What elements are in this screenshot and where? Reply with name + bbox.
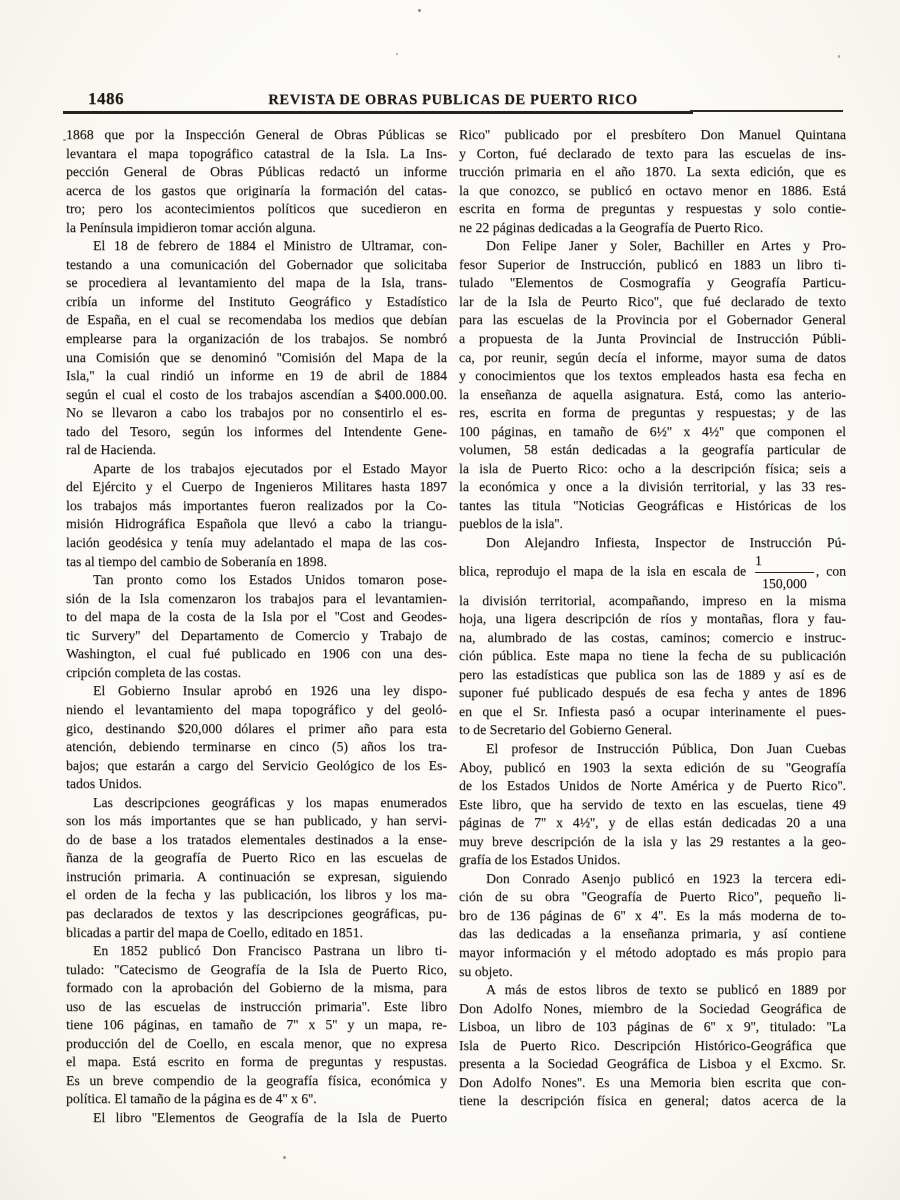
paragraph (459, 740, 846, 870)
text-line: la enseñanza de aquella asignatura. Está, como las anterio- (459, 386, 846, 402)
text-line: el orden de la fecha y las publicación, los libros y los ma- (66, 887, 447, 903)
text-line: tas al tiempo del cambio de Soberanía en 1898. (66, 553, 327, 569)
fraction-denominator: 150,000 (755, 572, 814, 592)
paragraph (459, 534, 846, 740)
text-line: No se llevaron a cabo los trabajos por no consentirlo el es- (66, 405, 447, 421)
text-line: lar de la Isla de Peurto Rico'', que fué declarado de texto (459, 293, 846, 309)
text-line: la económica y once a la división territorial, y las 33 res- (459, 479, 846, 495)
text-line: presenta a la Sociedad Geográfica de Lisboa y el Excmo. Sr. (459, 1056, 846, 1072)
header-rule (63, 111, 693, 114)
text-line: se procediera al levantamiento del mapa de la Isla, trans- (66, 275, 447, 291)
text-line: producción del de Coello, en escala menor, que no expresa (66, 1035, 447, 1051)
fraction-line-pre: blica, reprodujo el mapa de la isla en escala de (459, 563, 753, 579)
paragraph (66, 237, 447, 460)
paragraph (459, 237, 846, 534)
text-line: emplearse para la organización de los trabajos. Se nombró (66, 331, 447, 347)
text-line: la que conozco, se publicó en octavo menor en 1886. Está (459, 182, 846, 198)
text-line: Isla de Puerto Rico. Descripción Histórico-Geográfica que (459, 1037, 846, 1053)
text-line: son los más importantes que se han publicado, y han servi- (66, 813, 447, 829)
text-line: ral de Hacienda. (66, 442, 157, 458)
text-line: trucción primaria en el año 1870. La sexta edición, que es (459, 164, 846, 180)
text-line: bajos; que estarán a cargo del Servicio Geológico de los Es- (66, 757, 447, 773)
text-line: política. El tamaño de la página es de 4'' x 6''. (66, 1091, 317, 1107)
text-line: fesor Superior de Instrucción, publicó en 1883 un libro ti- (459, 256, 846, 272)
ink-speck (418, 9, 421, 12)
paragraph (459, 126, 846, 237)
text-line: en que el Sr. Infiesta pasó a ocupar interinamente el pues- (459, 703, 846, 719)
text-line: una Comisión que se denominó ''Comisión del Mapa de la (66, 349, 447, 365)
text-line: misión Hidrográfica Española que llevó a cabo la triangu- (66, 516, 447, 532)
text-line: bro de 136 páginas de 6'' x 4''. Es la más moderna de to- (459, 907, 846, 923)
text-line: atención, debiendo terminarse en cinco (5) años los tra- (66, 739, 447, 755)
header-rule-right (690, 110, 843, 112)
text-line: to del mapa de la costa de la Isla por el ''Cost and Geodes- (66, 609, 447, 625)
text-line: el mapa. Está escrito en forma de preguntas y respustas. (66, 1054, 447, 1070)
ink-speck (283, 1156, 286, 1159)
text-line: na, alumbrado de las costas, caminos; comercio e instruc- (459, 629, 846, 645)
ink-speck (838, 55, 840, 58)
text-line: de los Estados Unidos de Norte América y de Puerto Rico''. (459, 778, 846, 794)
paragraph (459, 981, 846, 1111)
text-line: volumen, 58 están dedicadas a la geografía particular de (459, 442, 846, 458)
paragraph (66, 460, 447, 571)
text-line: A más de estos libros de texto se publicó en 1889 por (486, 982, 846, 998)
text-line: 1868 que por la Inspección General de Obras Públicas se (66, 127, 447, 142)
ink-speck (310, 1096, 312, 1098)
text-line (459, 553, 846, 592)
ink-speck (63, 139, 66, 141)
text-line: El profesor de Instrucción Pública, Don Juan Cuebas (486, 740, 846, 756)
text-line: pero las estadísticas que publica son las de 1889 y así es de (459, 666, 846, 682)
text-line: do de base a los tratados elementales destinados a la ense- (66, 831, 447, 847)
text-line: ca, por reunir, según decía el informe, mayor suma de datos (459, 349, 846, 365)
text-line: tic Survery'' del Departamento de Comercio y Trabajo de (66, 627, 447, 643)
text-line: tiene 106 páginas, en tamaño de 7'' x 5'' y un mapa, re- (66, 1017, 447, 1033)
text-line: El libro ''Elementos de Geografía de la Isla de Puerto (93, 1109, 447, 1125)
text-line: blicadas a partir del mapa de Coello, editado en 1851. (66, 924, 363, 940)
left-column (66, 126, 447, 1128)
text-line: del Ejército y el Cuerpo de Ingenieros Militares hasta 1897 (66, 479, 447, 495)
text-line: testando a una comunicación del Gobernador que solicitaba (66, 256, 447, 272)
text-line: tado del Tesoro, según los informes del Intendente Gene- (66, 423, 447, 439)
text-line: 100 páginas, en tamaño de 6½'' x 4½'' que componen el (459, 423, 846, 439)
text-line: ñanza de la geografía de Puerto Rico en las escuelas de (66, 850, 447, 866)
text-line: levantara el mapa topográfico catastral de la Isla. La Ins- (66, 145, 447, 161)
text-line: Don Alejandro Infiesta, Inspector de Instrucción Pú- (486, 535, 846, 551)
text-line: Aparte de los trabajos ejecutados por el Estado Mayor (93, 460, 447, 476)
right-column (459, 126, 846, 1128)
text-line: Washington, el cual fué publicado en 1906 con una des- (66, 646, 447, 662)
text-line: acerca de los gastos que originaría la formación del catas- (66, 182, 447, 198)
text-line: Don Conrado Asenjo publicó en 1923 la tercera edi- (486, 870, 846, 886)
text-line: a propuesta de la Junta Provincial de Instrucción Públi- (459, 331, 846, 347)
paragraph (66, 942, 447, 1109)
text-line: los trabajos más importantes fueron realizados por la Co- (66, 497, 447, 513)
text-line: ne 22 páginas dedicadas a la Geografía de Puerto Rico. (459, 219, 764, 235)
text-line: tiene la descripción física en general; datos acerca de la (459, 1093, 846, 1109)
text-line: Don Adolfo Nones''. Es una Memoria bien escrita que con- (459, 1074, 846, 1090)
text-line: la Península impidieron tomar acción alguna. (66, 219, 316, 235)
paragraph (66, 682, 447, 793)
text-line: hoja, una ligera descripción de ríos y montañas, flora y fau- (459, 611, 846, 627)
text-line: Este libro, que ha servido de texto en las escuelas, tiene 49 (459, 796, 846, 812)
text-line: pección General de Obras Públicas redactó un informe (66, 164, 447, 180)
text-line: Don Felipe Janer y Soler, Bachiller en Artes y Pro- (486, 238, 846, 254)
text-line: grafía de los Estados Unidos. (459, 852, 621, 868)
page-number: 1486 (88, 89, 124, 108)
text-line: para las escuelas de la Provincia por el Gobernador General (459, 312, 846, 328)
text-line: escrita en forma de preguntas y respuestas y solo contie- (459, 201, 846, 217)
text-line: Isla,'' la cual rindió un informe en 19 de abril de 1884 (66, 368, 447, 384)
text-line: Lisboa, un libro de 103 páginas de 6'' x 9'', titulado: ''La (459, 1019, 846, 1035)
text-line: cribía un informe del Instituto Geográfico y Estadístico (66, 293, 447, 309)
scale-fraction (755, 553, 814, 592)
text-line: y Corton, fué declarado de texto para las escuelas de ins- (459, 145, 846, 161)
text-columns (66, 126, 846, 1128)
text-line: El Gobierno Insular aprobó en 1926 una ley dispo- (93, 683, 447, 699)
paragraph (66, 1109, 447, 1128)
text-line: de España, en el cual se recomendaba los medios que debían (66, 312, 447, 328)
text-line: ción de su obra ''Geografía de Puerto Rico'', pequeño li- (459, 889, 846, 905)
fraction-line-post: , con (815, 563, 846, 579)
paragraph (66, 794, 447, 942)
text-line: formado con la aprobación del Gobierno de la misma, para (66, 980, 447, 996)
text-line: mayor información y el método adoptado es más propio para (459, 944, 846, 960)
text-line: sión de la Isla comenzaron los trabajos para el levantamien- (66, 590, 447, 606)
journal-title: REVISTA DE OBRAS PUBLICAS DE PUERTO RICO (268, 92, 638, 108)
fraction-numerator: 1 (754, 552, 762, 568)
paragraph (459, 870, 846, 981)
text-line: tro; pero los acontecimientos políticos que sucedieron en (66, 201, 447, 217)
text-line: su objeto. (459, 963, 513, 979)
text-line: Rico'' publicado por el presbítero Don Manuel Quintana (459, 127, 846, 142)
ink-speck (396, 53, 398, 55)
text-line: según el cual el costo de los trabajos ascendían a $400.000.00. (66, 386, 447, 402)
text-line: tantes las titula ''Noticias Geográficas e Históricas de los (459, 497, 846, 513)
text-line: Es un breve compendio de la geografía física, económica y (66, 1072, 447, 1088)
text-line: Las descripciones geográficas y los mapas enumerados (93, 794, 447, 810)
text-line: pueblos de la isla''. (459, 516, 563, 532)
text-line: Don Adolfo Nones, miembro de la Sociedad Geográfica de (459, 1000, 846, 1016)
text-line: ción pública. Este mapa no tiene la fecha de su publicación (459, 648, 846, 664)
text-line: y conocimientos que los textos empleados hasta esa fecha en (459, 368, 846, 384)
text-line: tados Unidos. (66, 776, 142, 792)
text-line: instrución primaria. A continuación se expresan, siguiendo (66, 868, 447, 884)
text-line: suponer fué publicado después de esa fecha y antes de 1896 (459, 685, 846, 701)
text-line: Aboy, publicó en 1903 la sexta edición de su ''Geografía (459, 759, 846, 775)
text-line: to de Secretario del Gobierno General. (459, 722, 672, 738)
paragraph (66, 126, 447, 237)
text-line: Tan pronto como los Estados Unidos tomaron pose- (93, 572, 447, 588)
text-line: lación geodésica y tenía muy adelantado el mapa de las cos- (66, 535, 447, 551)
paragraph (66, 571, 447, 682)
text-line: uso de las escuelas de instrucción primaria''. Este libro (66, 998, 447, 1014)
text-line: la isla de Puerto Rico: ocho a la descripción física; seis a (459, 460, 846, 476)
text-line: niendo el levantamiento del mapa topográfico y del geoló- (66, 701, 447, 717)
text-line: tulado ''Elementos de Cosmografía y Geografía Particu- (459, 275, 846, 291)
text-line: cripción completa de las costas. (66, 664, 242, 680)
text-line: gico, destinando $20,000 dólares el primer año para esta (66, 720, 447, 736)
text-line: páginas de 7'' x 4½'', y de ellas están dedicadas 20 a una (459, 815, 846, 831)
text-line: pas declarados de textos y las descripciones geográficas, pu- (66, 905, 447, 921)
text-line: El 18 de febrero de 1884 el Ministro de Ultramar, con- (93, 238, 447, 254)
text-line: la división territorial, acompañando, impreso en la misma (459, 592, 846, 608)
text-line: muy breve descripción de la isla y las 29 restantes a la geo- (459, 833, 846, 849)
text-line: das las dedicadas a la enseñanza primaria, y así contiene (459, 926, 846, 942)
text-line: res, escrita en forma de preguntas y respuestas; y de las (459, 405, 846, 421)
text-line: En 1852 publicó Don Francisco Pastrana un libro ti- (93, 943, 447, 959)
text-line: tulado: ''Catecismo de Geografía de la Isla de Puerto Rico, (66, 961, 447, 977)
